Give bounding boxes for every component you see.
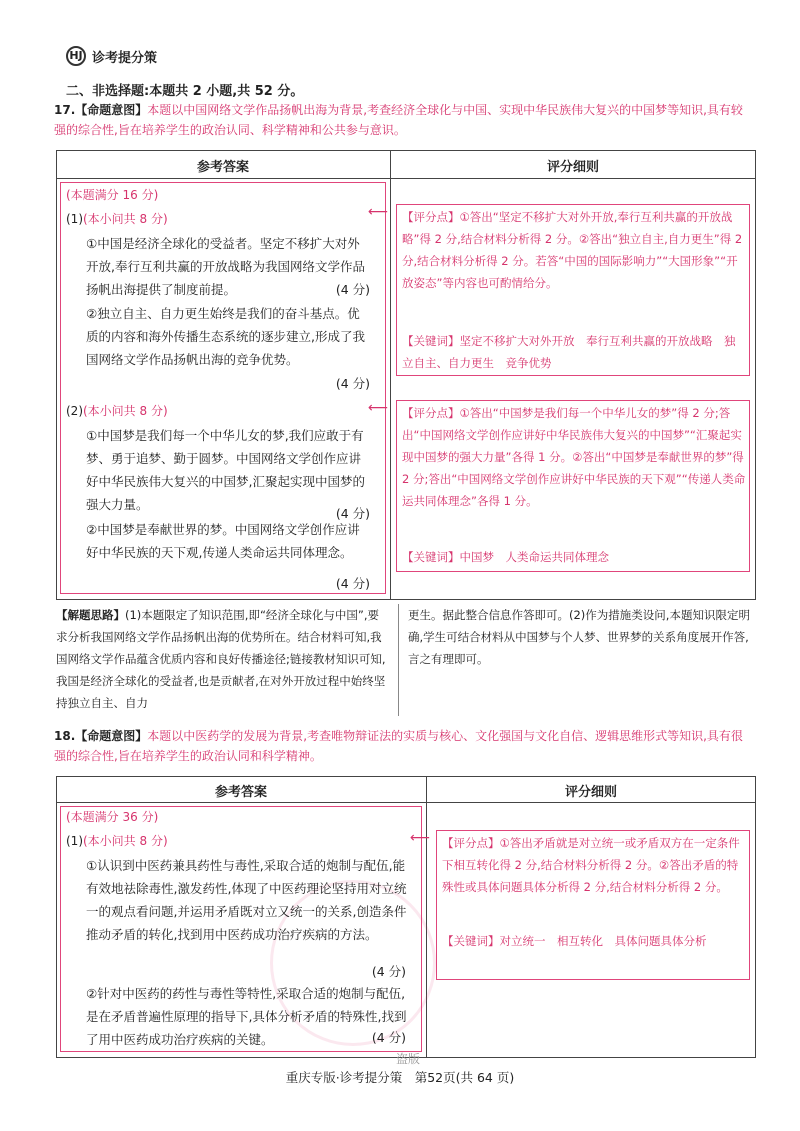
q17-rubric-1-keywords: 【关键词】坚定不移扩大对外开放 奉行互利共赢的开放战略 独立自主、自力更生 竞争优势 — [402, 334, 736, 370]
page-footer: 重庆专版·诊考提分策 第52页(共 64 页) — [285, 1070, 515, 1085]
q17-p1-answer-2-score: (4 分) — [335, 376, 370, 391]
q18-table-divider — [426, 776, 427, 1058]
q17-solution-right: 更生。据此整合信息作答即可。(2)作为措施类设问,本题知识限定明确,学生可结合材料从中国梦与个人梦、世界梦的关系角度展开作答,言之有理即可。 — [408, 608, 750, 666]
q17-col-rubric: 评分细则 — [546, 160, 599, 175]
q18-intent-tag: 【命题意图】 — [75, 729, 148, 743]
q17-p2-head: (2)(本小问共 8 分) — [66, 404, 168, 418]
brand-title: 诊考提分策 — [92, 50, 158, 66]
q17-solution-divider — [398, 604, 399, 716]
q18-p1-answer-2: ②针对中医药的药性与毒性等特性,采取合适的炮制与配伍,是在矛盾普遍性原理的指导下,具体分析矛盾的特殊性,找到了用中医药成功治疗疾病的关键。 — [86, 986, 407, 1047]
page-header — [66, 46, 157, 66]
q18-col-answer: 参考答案 — [214, 785, 267, 800]
q17-intent-tag: 【命题意图】 — [75, 103, 148, 117]
q17-intent — [54, 100, 754, 140]
q17-number: 17. — [54, 103, 76, 117]
q18-rubric-1-keywords: 【关键词】对立统一 相互转化 具体问题具体分析 — [442, 934, 707, 948]
q18-rubric-1-text: 【评分点】①答出矛盾就是对立统一或矛盾双方在一定条件下相互转化得 2 分,结合材料分析得 2 分。②答出矛盾的特殊性或具体问题具体分析得 2 分,结合材料分析得 2 分。 — [442, 836, 740, 894]
q17-rubric-2-text: 【评分点】①答出“中国梦是我们每一个中华儿女的梦”得 2 分;答出“中国网络文学创作应讲好中华民族伟大复兴的中国梦”“汇聚起实现中国梦的强大力量”各得 1 分。②答出“中国梦是奉献世界的梦”得 2 分;答出“中国网络文学创作应讲好中华民族的天下观”“传递人类命运共同体理念”各得 1 分。 — [402, 406, 746, 508]
q17-solution-left: 【解题思路】(1)本题限定了知识范围,即“经济全球化与中国”,要求分析我国网络文学作品扬帆出海的优势所在。结合材料可知,我国网络文学作品蕴含优质内容和良好传播途径;链接教材知识可知,我国是经济全球化的受益者,也是贡献者,在对外开放过程中始终坚持独立自主、自力 — [56, 608, 386, 710]
q17-col-answer: 参考答案 — [196, 160, 249, 175]
q17-full-marks: (本题满分 16 分) — [66, 188, 159, 202]
q17-rubric-2-keywords: 【关键词】中国梦 人类命运共同体理念 — [402, 550, 609, 564]
q17-p1-head: (1)(本小问共 8 分) — [66, 212, 168, 226]
q17-rubric-1-text: 【评分点】①答出“坚定不移扩大对外开放,奉行互利共赢的开放战略”得 2 分,结合材料分析得 2 分。②答出“独立自主,自力更生”得 2 分,结合材料分析得 2 分。若答“中国的国际影响力”“大国形象”“开放姿态”等内容也可酌情给分。 — [402, 210, 743, 290]
q17-intent-text: 本题以中国网络文学作品扬帆出海为背景,考查经济全球化与中国、实现中华民族伟大复兴的中国梦等知识,具有较强的综合性,旨在培养学生的政治认同、科学精神和公共参与意识。 — [54, 103, 743, 137]
q17-r1-arrow-icon: ⟵ — [368, 204, 389, 220]
q18-number: 18. — [54, 729, 76, 743]
q18-col-rubric: 评分细则 — [564, 785, 617, 800]
q18-p1-answer-1-score: (4 分) — [371, 964, 406, 979]
watermark-text: 盗版 — [396, 1052, 421, 1066]
q18-p1-answer-2-score: (4 分) — [371, 1030, 406, 1045]
q17-p1-answer-2: ②独立自主、自力更生始终是我们的奋斗基点。优质的内容和海外传播生态系统的逐步建立,形成了我国网络文学作品扬帆出海的竞争优势。 — [86, 306, 365, 367]
q17-p2-answer-2-score: (4 分) — [335, 576, 370, 591]
q18-p1-head: (1)(本小问共 8 分) — [66, 834, 168, 848]
q17-p2-answer-2: ②中国梦是奉献世界的梦。中国网络文学创作应讲好中华民族的天下观,传递人类命运共同体理念。 — [86, 522, 360, 560]
q17-p1-answer-1: ①中国是经济全球化的受益者。坚定不移扩大对外开放,奉行互利共赢的开放战略为我国网络文学作品扬帆出海提供了制度前提。 — [86, 236, 365, 297]
q18-intent — [54, 726, 754, 766]
q18-p1-answer-1: ①认识到中医药兼具药性与毒性,采取合适的炮制与配伍,能有效地祛除毒性,激发药性,体现了中医药理论坚持用对立统一的观点看问题,并运用矛盾既对立又统一的关系,创造条件推动矛盾的转化,找到用中医药成功治疗疾病的方法。 — [86, 858, 407, 942]
q17-p1-answer-1-score: (4 分) — [335, 282, 370, 297]
q17-table-divider — [390, 150, 391, 600]
q18-full-marks: (本题满分 36 分) — [66, 810, 159, 824]
brand-logo-icon: HJ — [66, 46, 86, 66]
q18-r1-arrow-icon: ⟵ — [410, 830, 431, 846]
section-title: 二、非选择题:本题共 2 小题,共 52 分。 — [66, 84, 304, 99]
q18-table-header-rule — [56, 802, 756, 803]
q17-r2-arrow-icon: ⟵ — [368, 400, 389, 416]
q17-p2-answer-1-score: (4 分) — [335, 506, 370, 521]
q18-intent-text: 本题以中医药学的发展为背景,考查唯物辩证法的实质与核心、文化强国与文化自信、逻辑思维形式等知识,具有很强的综合性,旨在培养学生的政治认同和科学精神。 — [54, 729, 743, 763]
q17-table-header-rule — [56, 178, 756, 179]
q17-p2-answer-1: ①中国梦是我们每一个中华儿女的梦,我们应敢于有梦、勇于追梦、勤于圆梦。中国网络文学创作应讲好中华民族伟大复兴的中国梦,汇聚起实现中国梦的强大力量。 — [86, 428, 365, 512]
